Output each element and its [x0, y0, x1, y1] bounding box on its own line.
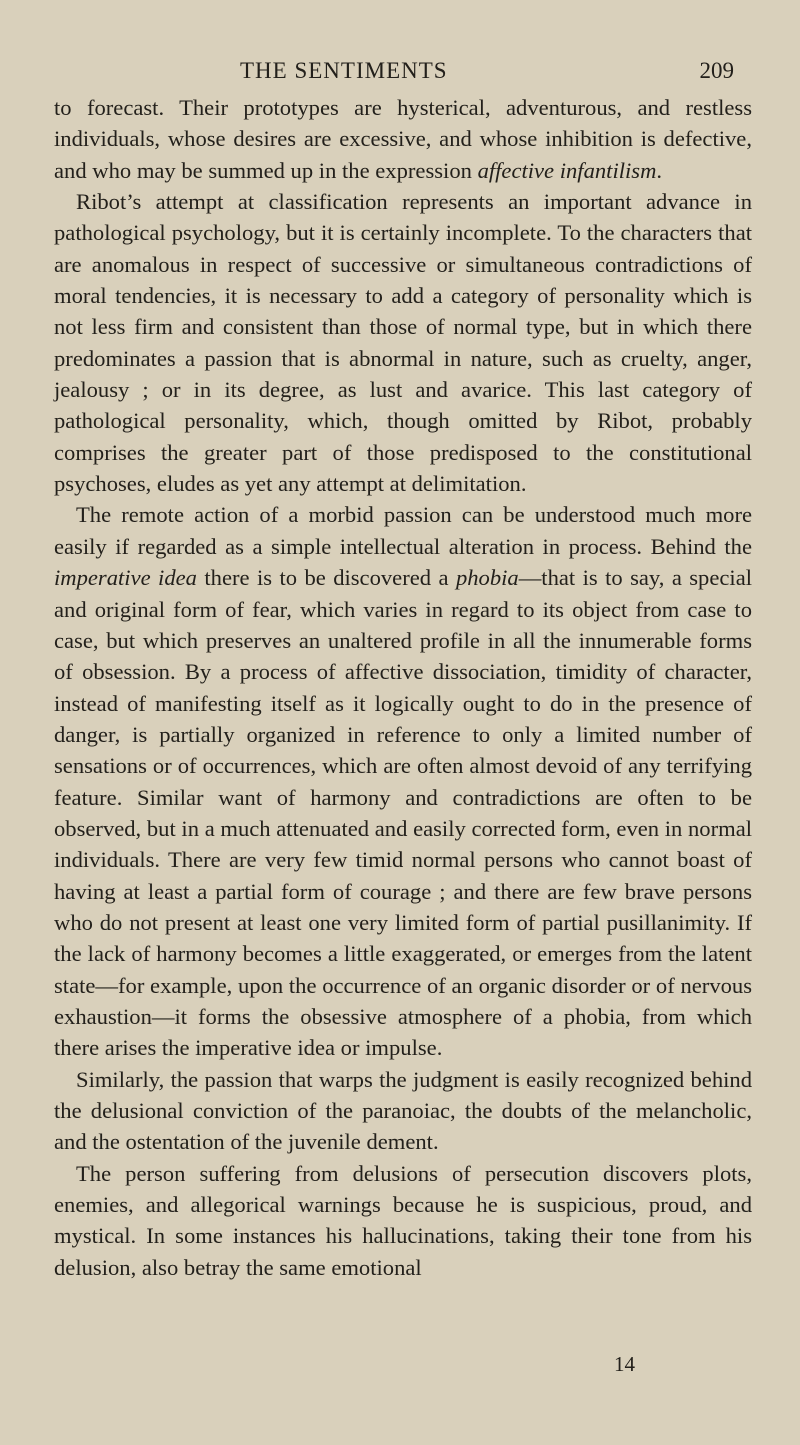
text-run: —that is to say, a special and original form of fear, which varies in regard to its object from case to case, but which preserves an unaltered profile in all the innumerable forms of obsession. By a process of affective dissociation, timidity of character, instead of manifesting itself as it logically ought to do in the presence of danger, is partially organized in reference to only a limited number of sensations or of occurrences, which are often almost devoid of any terrifying feature. Similar want of harmony and contradictions are often to be observed, but in a much attenuated and easily corrected form, even in normal individuals. There are very few timid normal persons who cannot boast of having at least a partial form of courage ; and there are few brave persons who do not present at least one very limited form of partial pusillanimity. If the lack of harmony becomes a little exaggerated, or emerges from the latent state—for example, upon the occurrence of an organic disorder or of nervous exhaustion—it forms the obsessive atmosphere of a phobia, from which there arises the imperative idea or impulse.	[54, 565, 752, 1061]
paragraph	[54, 499, 752, 1063]
paragraph	[54, 92, 752, 186]
running-title: THE SENTIMENTS	[240, 58, 448, 83]
text-run: .	[656, 157, 663, 183]
italic-text-run: affective infantilism	[477, 157, 657, 183]
page-header	[240, 58, 760, 88]
text-run: Similarly, the passion that warps the judgment is easily recognized behind the delusional conviction of the paranoiac, the doubts of the melancholic, and the ostentation of the juvenile dement.	[54, 1066, 752, 1155]
signature-mark: 14	[614, 1352, 635, 1376]
paragraph	[54, 1158, 752, 1283]
text-run: The remote action of a morbid passion can be understood much more easily if regarded as a simple intellectual alteration in process. Behind the	[54, 502, 752, 559]
paragraph	[54, 186, 752, 499]
text-run: Ribot’s attempt at classification represents an important advance in pathological psychology, but it is certainly incomplete. To the characters that are anomalous in respect of successive or simultaneous contradictions of moral tendencies, it is necessary to add a category of personality which is not less firm and consistent than those of normal type, but in which there predominates a passion that is abnormal in nature, such as cruelty, anger, jealousy ; or in its degree, as lust and avarice. This last category of pathological personality, which, though omitted by Ribot, probably comprises the greater part of those predisposed to the constitutional psychoses, eludes as yet any attempt at delimitation.	[54, 189, 752, 497]
text-run: to forecast. Their prototypes are hysterical, adventurous, and restless individuals, whose desires are excessive, and whose inhibition is defective, and who may be summed up in the expression	[54, 95, 752, 183]
paragraph	[54, 1064, 752, 1158]
page-number: 209	[699, 58, 734, 83]
italic-text-run: imperative idea	[54, 565, 197, 591]
body-text	[54, 92, 752, 1283]
italic-text-run: phobia	[455, 565, 519, 591]
text-run: there is to be discovered a	[196, 565, 456, 591]
text-run: The person suffering from delusions of persecution discovers plots, enemies, and allegorical warnings because he is suspicious, proud, and mystical. In some instances his hallucinations, taking their tone from his delusion, also betray the same emotional	[54, 1160, 752, 1280]
